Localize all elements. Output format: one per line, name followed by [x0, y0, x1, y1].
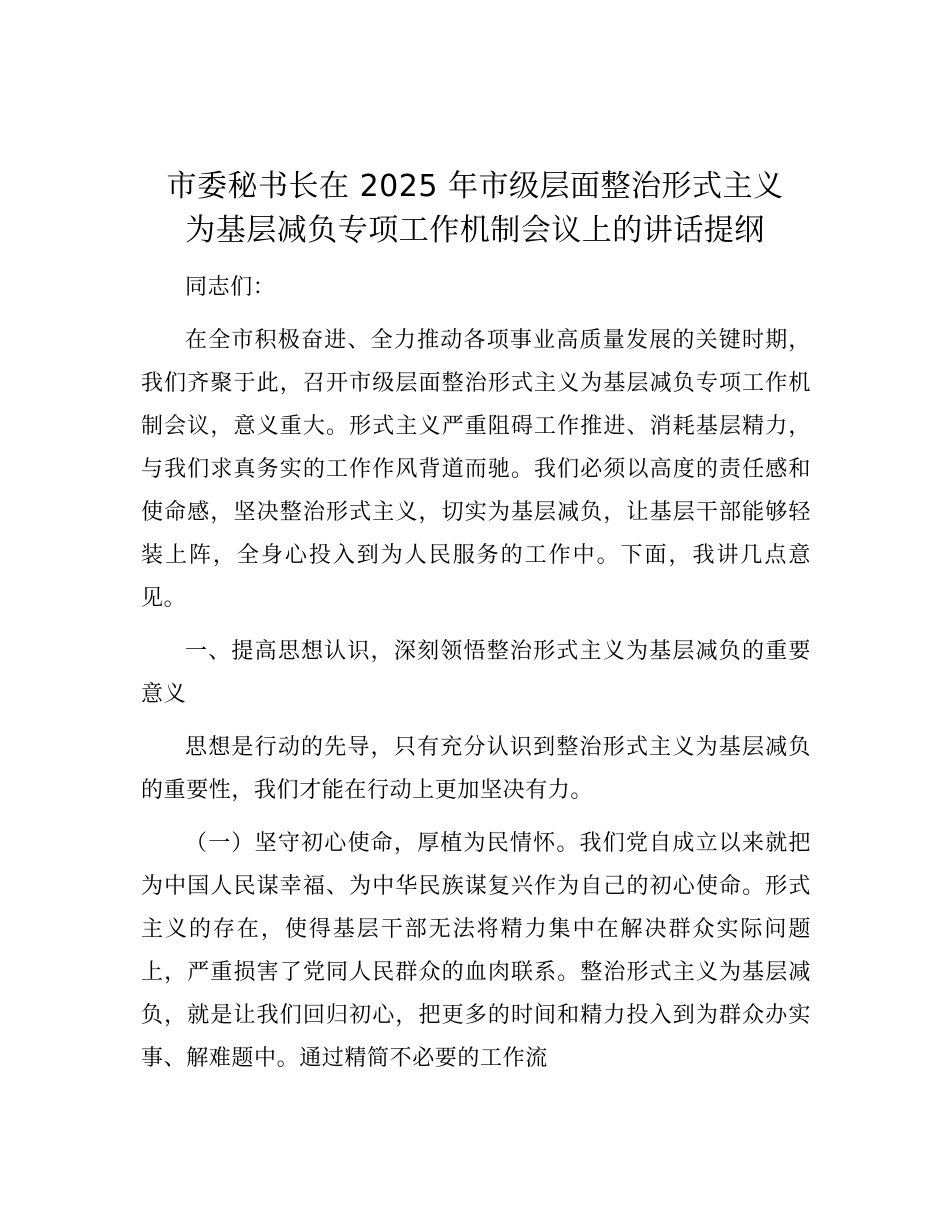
salutation: 同志们：: [185, 275, 276, 300]
title-line-2: 为基层减负专项工作机制会议上的讲话提纲: [185, 213, 765, 248]
document-body: [141, 266, 811, 1080]
section-paragraph: 思想是行动的先导，只有充分认识到整治形式主义为基层减负的重要性，我们才能在行动上更加坚决有力。: [141, 735, 811, 803]
intro-paragraph: 在全市积极奋进、全力推动各项事业高质量发展的关键时期，我们齐聚于此，召开市级层面整治形式主义为基层减负专项工作机制会议，意义重大。形式主义严重阻碍工作推进、消耗基层精力，与我们求真务实的工作作风背道而驰。我们必须以高度的责任感和使命感，坚决整治形式主义，切实为基层减负，让基层干部能够轻装上阵，全身心投入到为人民服务的工作中。下面，我讲几点意见。: [141, 328, 811, 611]
section-heading-1: 一、提高思想认识，深刻领悟整治形式主义为基层减负的重要意义: [141, 639, 811, 707]
subsection-paragraph-1: （一）坚守初心使命，厚植为民情怀。我们党自成立以来就把为中国人民谋幸福、为中华民族谋复兴作为自己的初心使命。形式主义的存在，使得基层干部无法将精力集中在解决群众实际问题上，严重损害了党同人民群众的血肉联系。整治形式主义为基层减负，就是让我们回归初心，把更多的时间和精力投入到为群众办实事、解难题中。通过精简不必要的工作流: [141, 831, 811, 1071]
title-line-1: 市委秘书长在 2025 年市级层面整治形式主义: [166, 169, 784, 204]
document-title: [120, 165, 830, 253]
